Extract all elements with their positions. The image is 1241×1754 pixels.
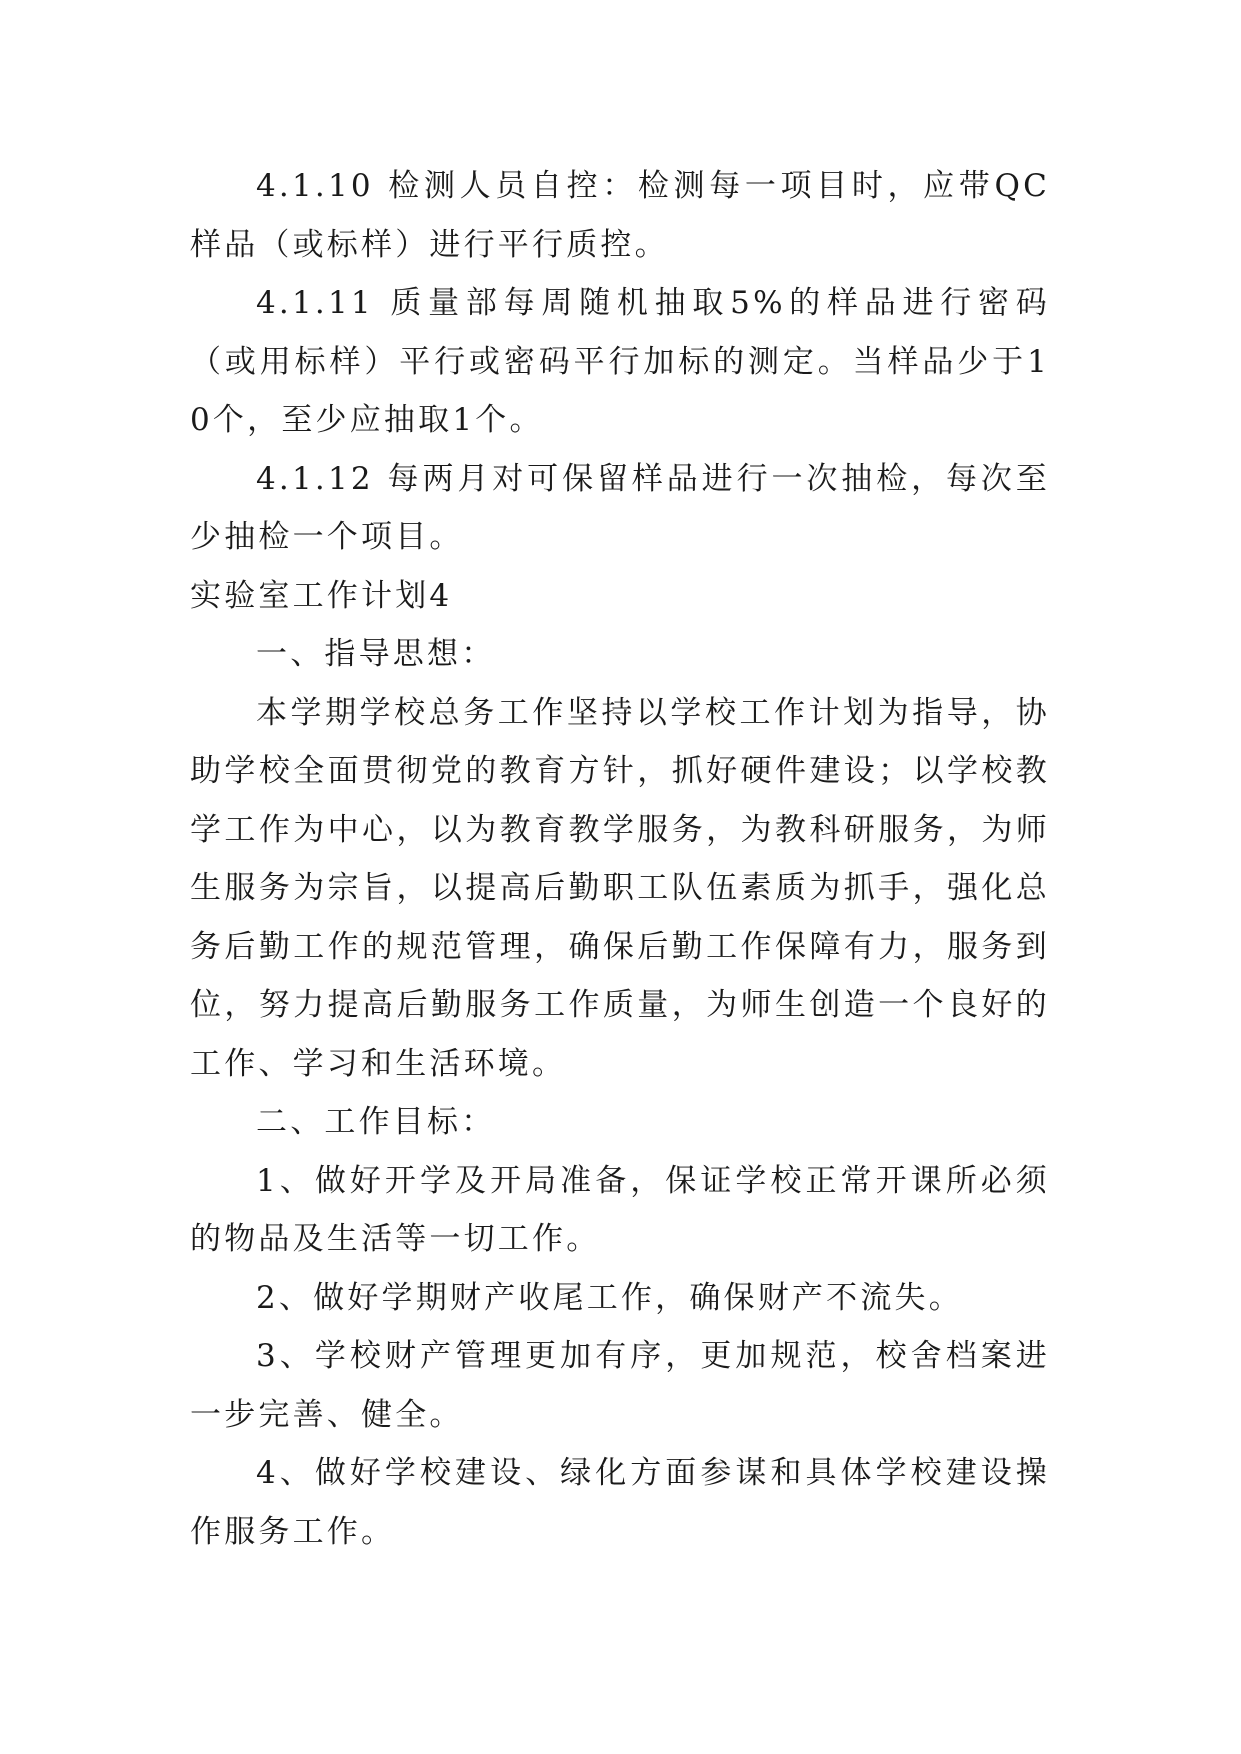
paragraph-4-1-10: 4.1.10 检测人员自控：检测每一项目时，应带QC样品（或标样）进行平行质控。	[190, 168, 1050, 263]
goal-item-2: 2、做好学期财产收尾工作，确保财产不流失。	[256, 1279, 963, 1316]
document-body	[190, 157, 1050, 1561]
goal-item-4: 4、做好学校建设、绿化方面参谋和具体学校建设操作服务工作。	[190, 1455, 1050, 1550]
paragraph-4-1-11: 4.1.11 质量部每周随机抽取5%的样品进行密码（或用标样）平行或密码平行加标的测定。当样品少于10个，至少应抽取1个。	[190, 285, 1050, 438]
heading-guiding-idea: 一、指导思想：	[256, 636, 496, 672]
paragraph-4-1-12: 4.1.12 每两月对可保留样品进行一次抽检，每次至少抽检一个项目。	[190, 460, 1050, 555]
goal-item-1: 1、做好开学及开局准备，保证学校正常开课所必须的物品及生活等一切工作。	[190, 1162, 1050, 1257]
heading-work-goals: 二、工作目标：	[256, 1104, 496, 1140]
paragraph-guiding-idea: 本学期学校总务工作坚持以学校工作计划为指导，协助学校全面贯彻党的教育方针，抓好硬件建设；以学校教学工作为中心，以为教育教学服务，为教科研服务，为师生服务为宗旨，以提高后勤职工队伍素质为抓手，强化总务后勤工作的规范管理，确保后勤工作保障有力，服务到位，努力提高后勤服务工作质量，为师生创造一个良好的工作、学习和生活环境。	[190, 694, 1050, 1082]
section-title: 实验室工作计划4	[190, 577, 453, 614]
goal-item-3: 3、学校财产管理更加有序，更加规范，校舍档案进一步完善、健全。	[190, 1338, 1050, 1433]
